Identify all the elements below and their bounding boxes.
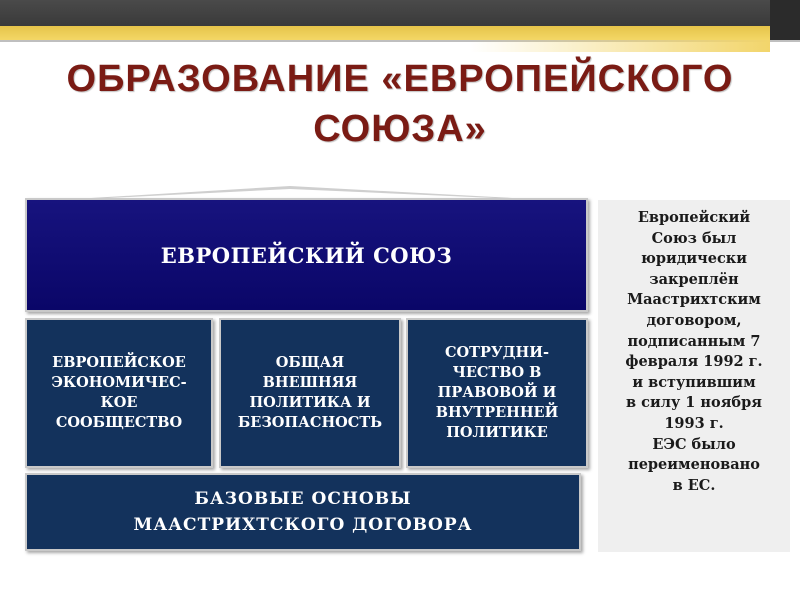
european-union-block <box>25 198 588 312</box>
side-note: Европейский Союз был юридически закреплён Маастрихтским договором, подписанным 7 февраля 1992 г. и вступившим в силу 1 ноября 1993 г. ЕЭС было переименовано в ЕС. <box>598 200 790 552</box>
pillar-2-label: ОБЩАЯ ВНЕШНЯЯ ПОЛИТИКА И БЕЗОПАСНОСТЬ <box>237 354 383 431</box>
maastricht-foundation-block <box>25 473 581 551</box>
pillar-3-label: СОТРУДНИ- ЧЕСТВО В ПРАВОВОЙ И ВНУТРЕННЕЙ ПОЛИТИКЕ <box>435 344 559 441</box>
top-dark-bar <box>0 0 800 26</box>
slide-title-line-2: СОЮЗА» <box>313 108 487 150</box>
pillar-justice-home-affairs <box>406 318 588 468</box>
european-union-label: ЕВРОПЕЙСКИЙ СОЮЗ <box>160 242 453 268</box>
pillar-foreign-security-policy <box>219 318 401 468</box>
top-right-dark-corner <box>770 0 800 40</box>
top-yellow-stripe <box>470 40 770 52</box>
pillar-1-label: ЕВРОПЕЙСКОЕ ЭКОНОМИЧЕС- КОЕ СООБЩЕСТВО <box>51 354 187 431</box>
foundation-label: БАЗОВЫЕ ОСНОВЫ МААСТРИХТСКОГО ДОГОВОРА <box>133 489 473 535</box>
top-yellow-bar <box>0 26 800 40</box>
pillar-economic-community <box>25 318 213 468</box>
slide-title <box>0 54 800 154</box>
slide-title-line-1: ОБРАЗОВАНИЕ «ЕВРОПЕЙСКОГО <box>66 58 734 100</box>
